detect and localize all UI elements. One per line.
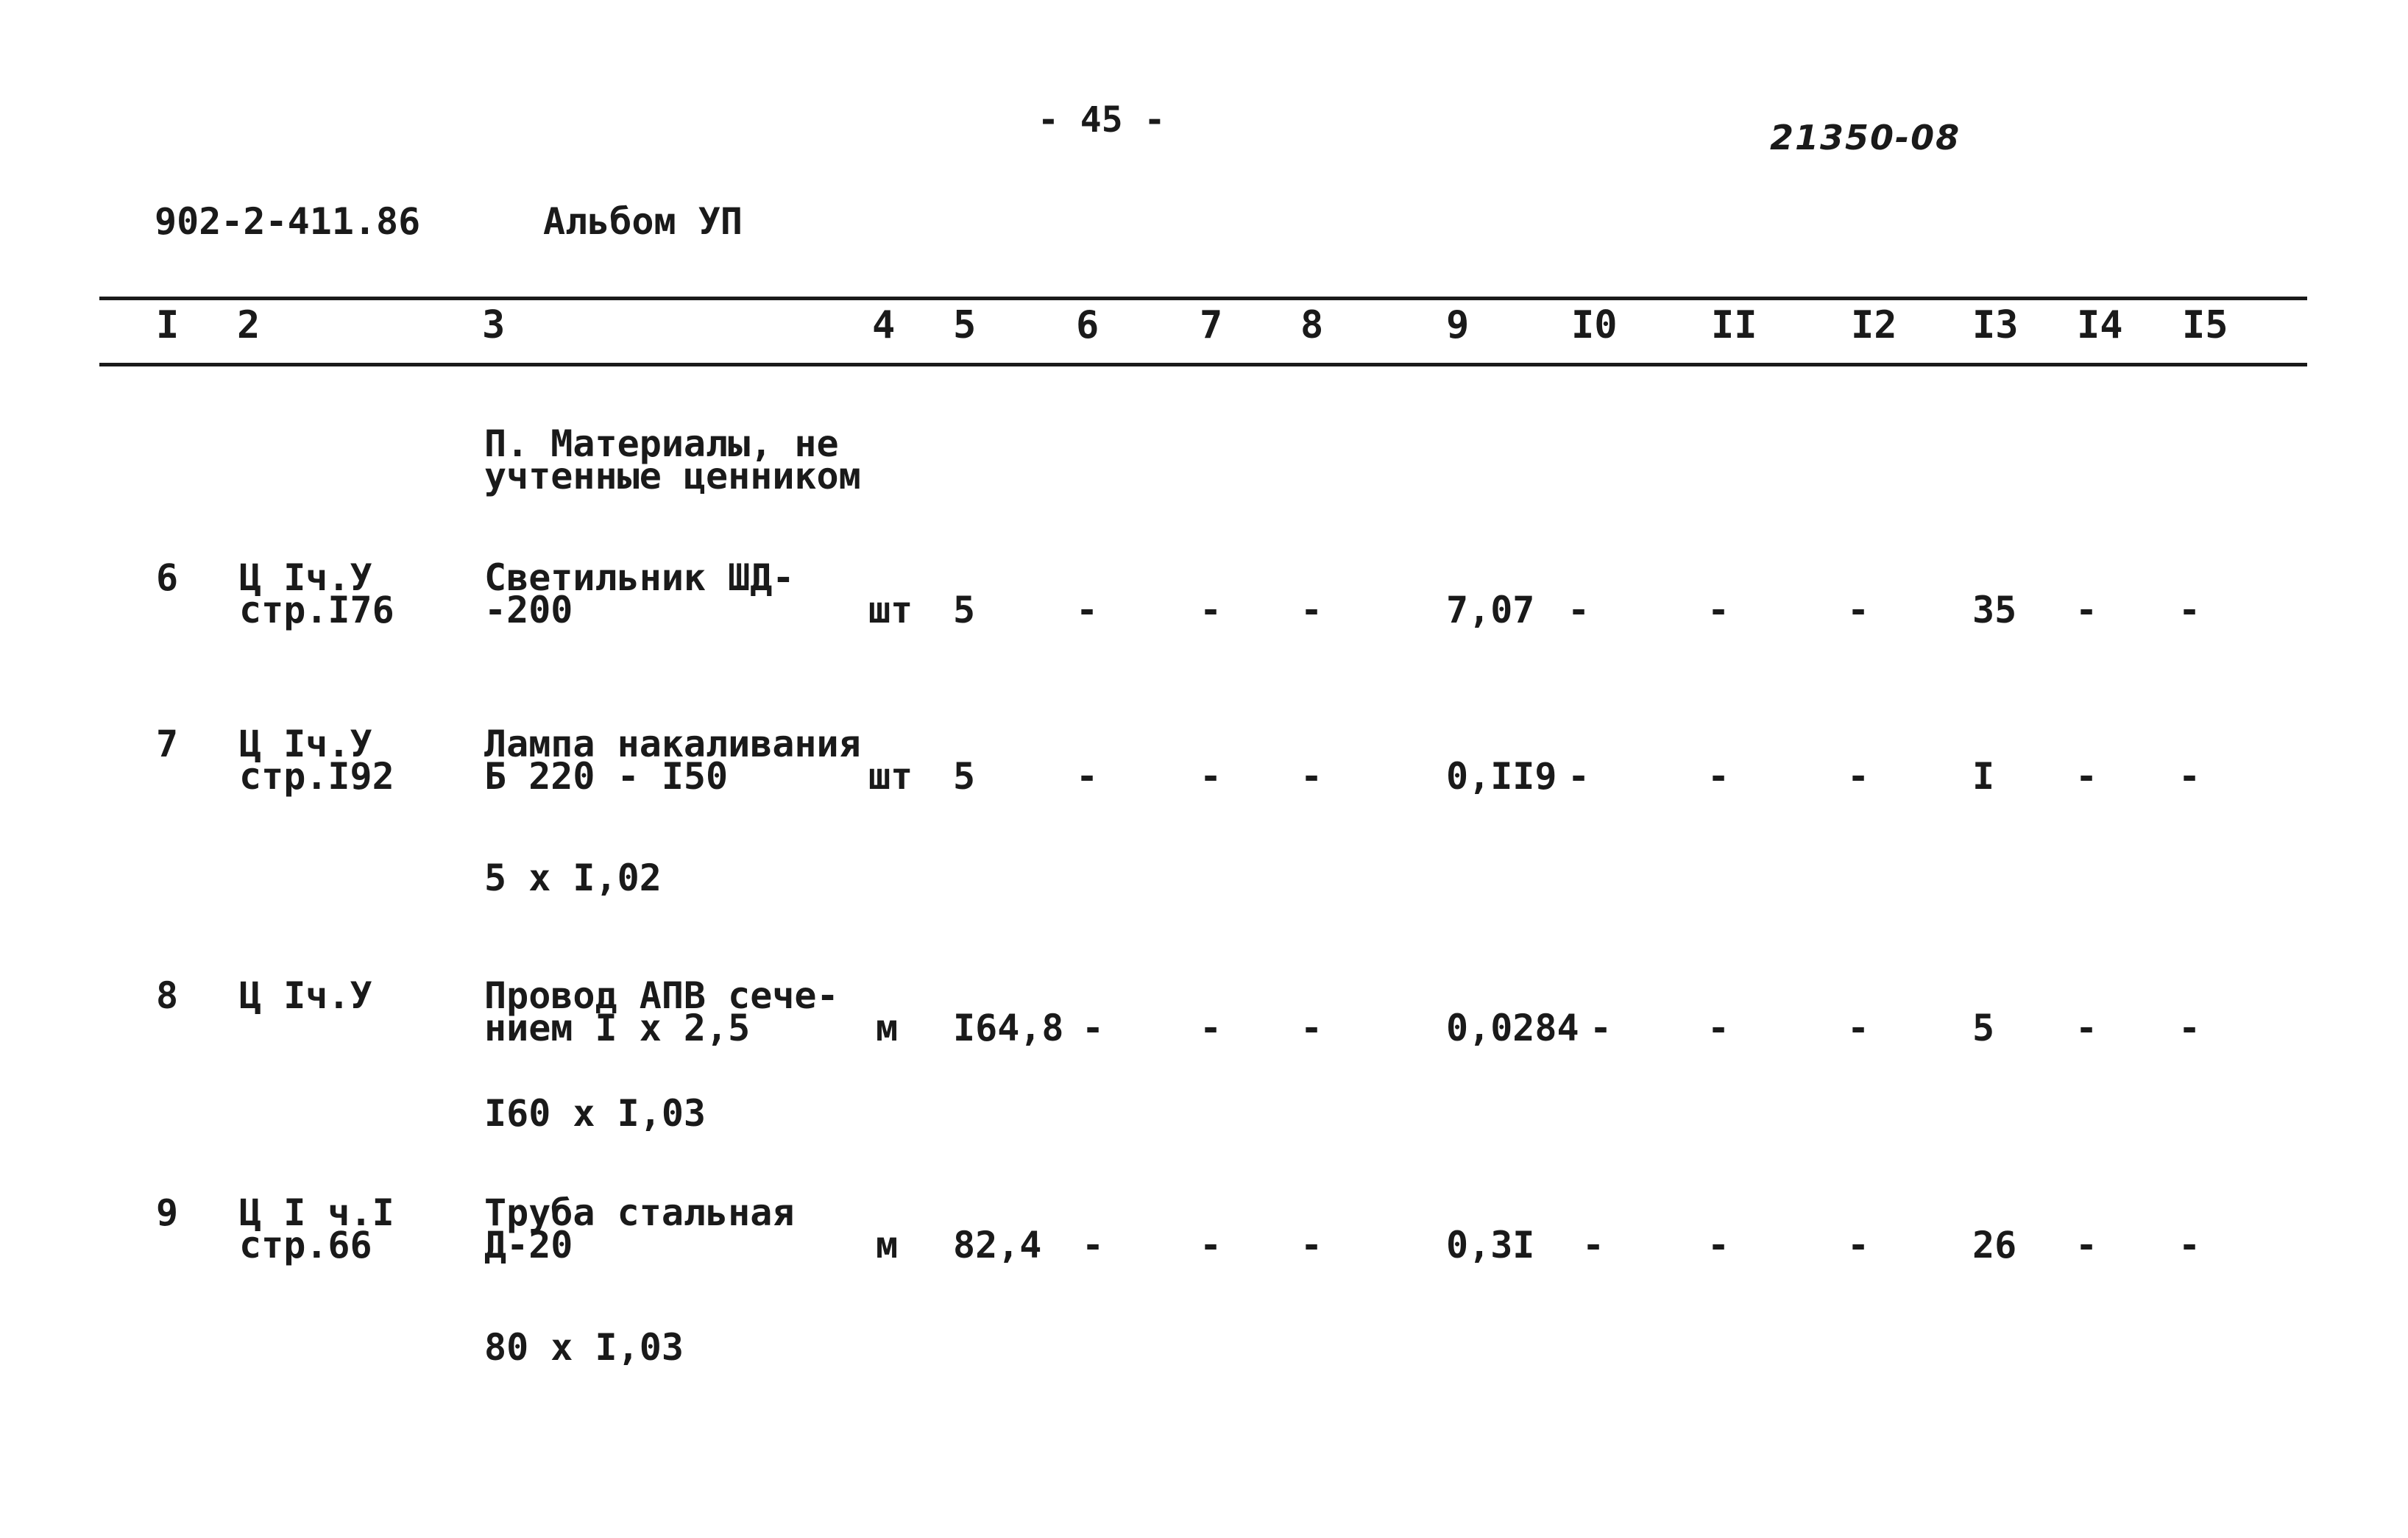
row-unit-price: 7,07 [1446, 589, 1535, 631]
row-unit: м [876, 1007, 899, 1049]
row-unit-price: 0,3I [1446, 1224, 1535, 1266]
row-col8: - [1300, 589, 1323, 631]
row-total: 26 [1972, 1224, 2017, 1266]
col-header-6: 6 [1076, 303, 1099, 347]
row-number: 6 [156, 556, 179, 599]
row-reference-page: стр.66 [239, 1224, 372, 1266]
row-unit-price: 0,II9 [1446, 755, 1557, 798]
col-header-13: I3 [1972, 303, 2019, 347]
col-header-14: I4 [2077, 303, 2123, 347]
row-quantity: 5 [953, 755, 976, 798]
row-unit: м [876, 1224, 899, 1266]
section-title-line1: П. Материалы, не [484, 422, 839, 465]
row-col14: - [2075, 589, 2098, 631]
row-col14: - [2075, 1224, 2098, 1266]
row-material-name-cont: Д-20 [484, 1224, 573, 1266]
row-material-name-cont: Б 220 - I50 [484, 755, 729, 798]
row-col15: - [2178, 1224, 2201, 1266]
row-col6: - [1076, 589, 1099, 631]
row-reference-page: стр.I92 [239, 755, 394, 798]
row-material-name-cont: -200 [484, 589, 573, 631]
row-col7: - [1200, 1007, 1222, 1049]
header-bottom-rule [99, 363, 2307, 366]
col-header-3: 3 [482, 303, 506, 347]
row-number: 9 [156, 1191, 179, 1234]
row-col12: - [1847, 589, 1870, 631]
row-col15: - [2178, 755, 2201, 798]
row-col7: - [1200, 1224, 1222, 1266]
row-material-name-cont: нием I x 2,5 [484, 1007, 751, 1049]
row-total: I [1972, 755, 1995, 798]
row-col11: - [1707, 1224, 1730, 1266]
col-header-2: 2 [237, 303, 261, 347]
row-col14: - [2075, 755, 2098, 798]
row-unit: шт [868, 589, 913, 631]
col-header-12: I2 [1851, 303, 1897, 347]
row-material-name: Лампа накаливания [484, 723, 861, 765]
row-material-name: Труба стальная [484, 1191, 795, 1234]
row-col15: - [2178, 1007, 2201, 1049]
col-header-8: 8 [1300, 303, 1324, 347]
row-col14: - [2075, 1007, 2098, 1049]
section-title-line2: учтенные ценником [484, 455, 861, 497]
row-col6: - [1076, 755, 1099, 798]
col-header-4: 4 [872, 303, 896, 347]
row-total: 35 [1972, 589, 2017, 631]
col-header-5: 5 [953, 303, 977, 347]
row-reference: Ц Iч.У [239, 556, 372, 599]
row-material-name: Провод АПВ сече- [484, 974, 839, 1017]
col-header-7: 7 [1200, 303, 1223, 347]
doc-code: 902-2-411.86 [155, 200, 421, 243]
row-reference-page: стр.I76 [239, 589, 394, 631]
row-col10: - [1568, 589, 1590, 631]
row-col7: - [1200, 589, 1222, 631]
row-col7: - [1200, 755, 1222, 798]
row-reference: Ц Iч.У [239, 974, 372, 1017]
col-header-15: I5 [2182, 303, 2228, 347]
row-col6: - [1082, 1224, 1105, 1266]
row-col12: - [1847, 1224, 1870, 1266]
header-top-rule [99, 297, 2307, 300]
row-calculation: 80 x I,03 [484, 1326, 684, 1369]
row-col10: - [1590, 1007, 1612, 1049]
row-col12: - [1847, 755, 1870, 798]
row-number: 8 [156, 974, 179, 1017]
row-col15: - [2178, 589, 2201, 631]
row-quantity: I64,8 [953, 1007, 1064, 1049]
row-col10: - [1582, 1224, 1605, 1266]
col-header-1: I [156, 303, 180, 347]
col-header-9: 9 [1446, 303, 1470, 347]
album-label: Альбом УП [543, 200, 743, 243]
row-col12: - [1847, 1007, 1870, 1049]
row-col6: - [1082, 1007, 1105, 1049]
row-col11: - [1707, 589, 1730, 631]
row-col11: - [1707, 1007, 1730, 1049]
row-material-name: Светильник ШД- [484, 556, 795, 599]
page-number: - 45 - [1038, 99, 1166, 141]
col-header-11: II [1711, 303, 1757, 347]
row-calculation: I60 x I,03 [484, 1092, 707, 1135]
row-unit: шт [868, 755, 913, 798]
row-calculation: 5 x I,02 [484, 857, 662, 899]
row-total: 5 [1972, 1007, 1995, 1049]
row-reference: Ц Iч.У [239, 723, 372, 765]
row-col10: - [1568, 755, 1590, 798]
row-col8: - [1300, 1007, 1323, 1049]
row-col8: - [1300, 755, 1323, 798]
row-number: 7 [156, 723, 179, 765]
row-reference: Ц I ч.I [239, 1191, 394, 1234]
row-quantity: 82,4 [953, 1224, 1042, 1266]
col-header-10: I0 [1571, 303, 1618, 347]
handwritten-code: 21350-08 [1770, 118, 1961, 157]
row-col8: - [1300, 1224, 1323, 1266]
row-col11: - [1707, 755, 1730, 798]
row-unit-price: 0,0284 [1446, 1007, 1579, 1049]
row-quantity: 5 [953, 589, 976, 631]
